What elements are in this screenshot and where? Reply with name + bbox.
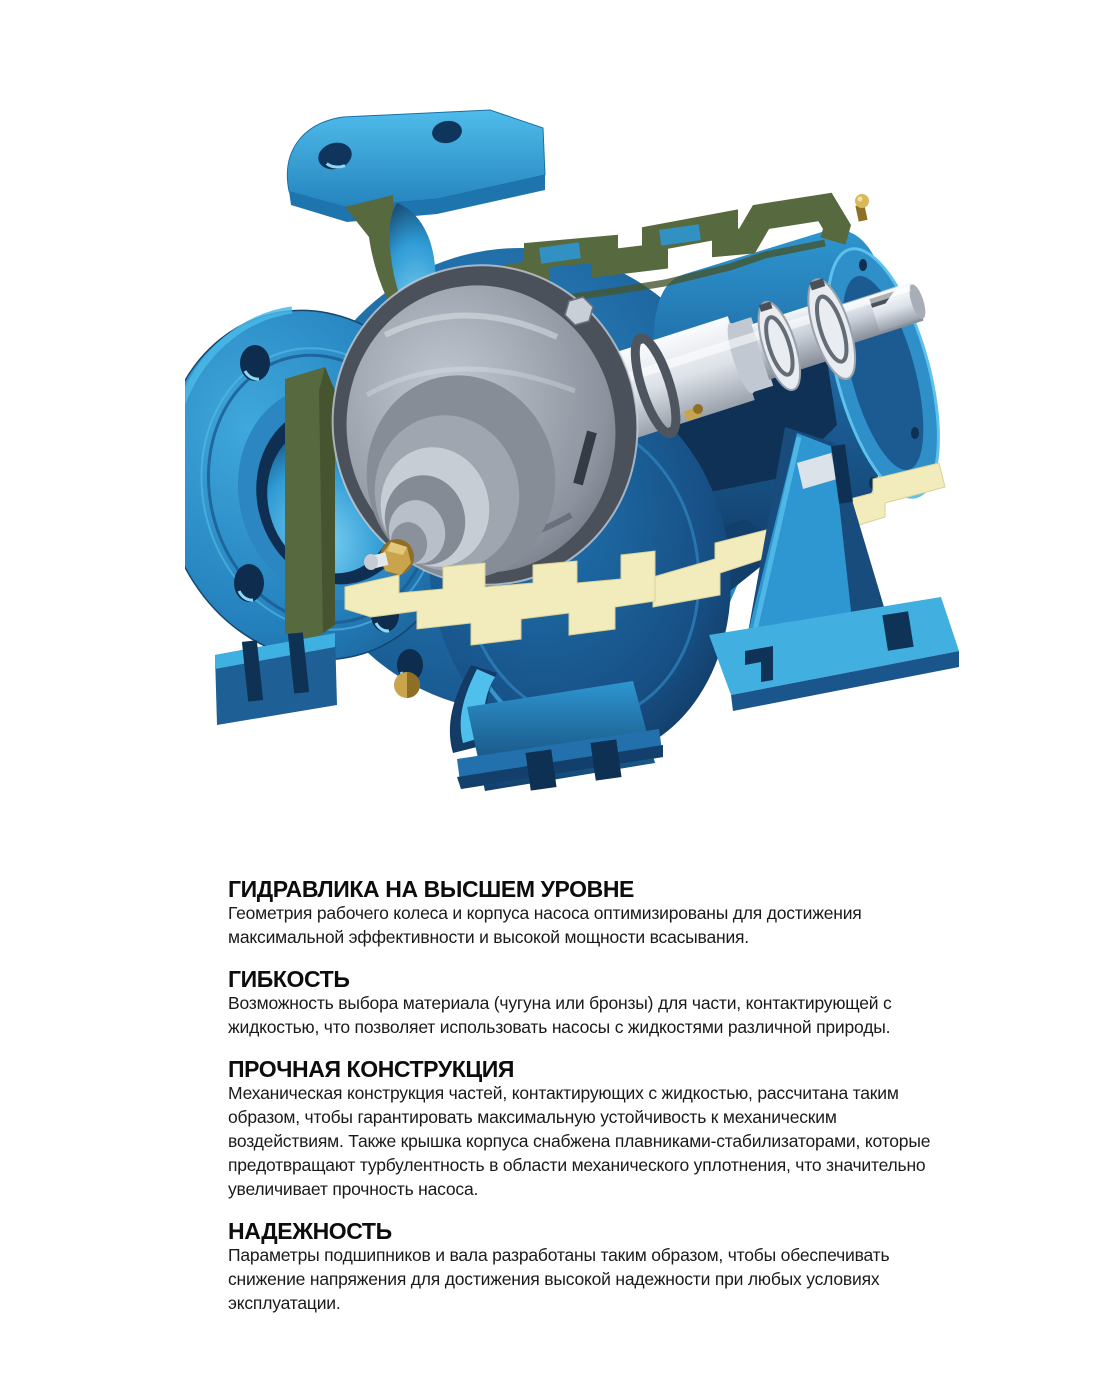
pump-cutaway-svg xyxy=(185,95,965,805)
feature-section-hydraulics xyxy=(228,877,946,949)
section-body: Геометрия рабочего колеса и корпуса насоса оптимизированы для достижения максимальной эффективности и высокой мощности всасывания. xyxy=(228,903,862,947)
discharge-flange xyxy=(287,110,545,222)
section-body: Возможность выбора материала (чугуна или бронзы) для части, контактирующей с жидкостью, что позволяет использовать насосы с жидкостями различной природы. xyxy=(228,993,892,1037)
support-foot-left xyxy=(215,632,337,725)
feature-section-flexibility xyxy=(228,967,946,1039)
section-body: Параметры подшипников и вала разработаны таким образом, чтобы обеспечивать снижение напряжения для достижения высокой надежности при любых условиях эксплуатации. xyxy=(228,1245,890,1313)
section-body: Механическая конструкция частей, контактирующих с жидкостью, рассчитана таким образом, чтобы гарантировать максимальную устойчивость к механическим воздействиям. Также крышка корпуса снабжена плавниками-стабилизаторами, которые предотвращают турбулентность в области механического уплотнения, что значительно увеличивает прочность насоса. xyxy=(228,1083,931,1199)
pump-cutaway-figure xyxy=(185,95,965,805)
section-heading: ГИБКОСТЬ xyxy=(228,966,350,992)
section-heading: НАДЕЖНОСТЬ xyxy=(228,1218,392,1244)
feature-section-reliability xyxy=(228,1219,946,1315)
feature-text-block xyxy=(228,877,946,1315)
section-heading: ГИДРАВЛИКА НА ВЫСШЕМ УРОВНЕ xyxy=(228,876,634,902)
feature-section-construction xyxy=(228,1057,946,1201)
section-heading: ПРОЧНАЯ КОНСТРУКЦИЯ xyxy=(228,1056,515,1082)
